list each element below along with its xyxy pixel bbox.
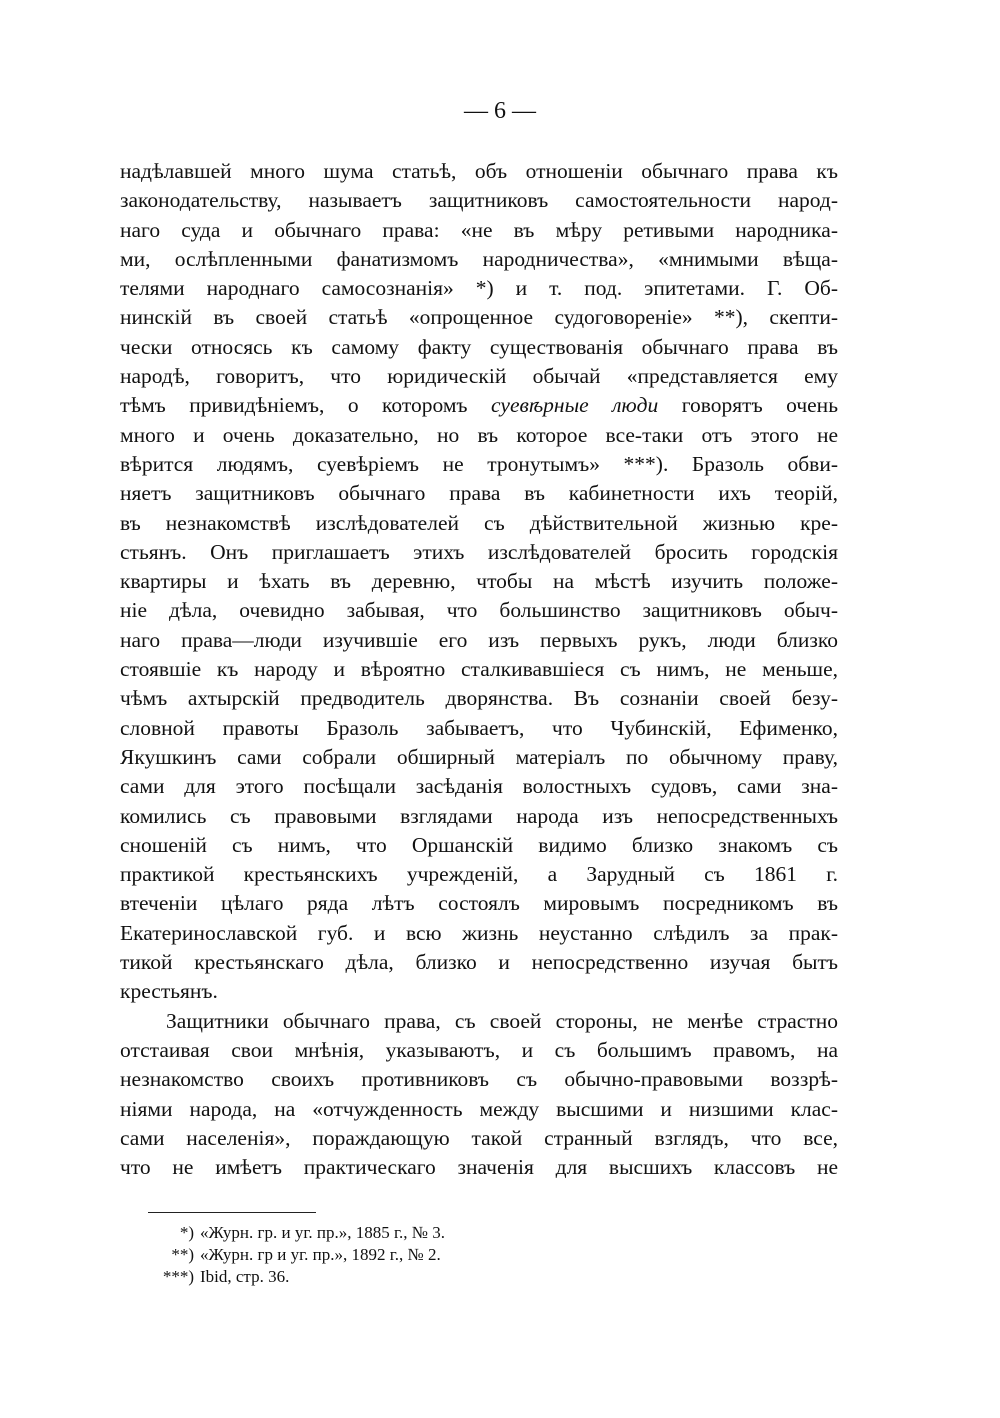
footnote-text: «Журн. гр. и уг. пр.», 1885 г., № 3. [200, 1223, 445, 1242]
text-line: ніями народа, на «отчужденность между высшими и низшими клас- [120, 1096, 838, 1121]
text-line: народѣ, говоритъ, что юридическій обычай «представляется ему [120, 364, 838, 389]
footnote-3 [148, 1266, 748, 1288]
text-line-with-italic: тѣмъ привидѣніемъ, о которомъ суевѣрные люди говорятъ очень [120, 393, 838, 418]
text-line: ніе дѣла, очевидно забывая, что большинство защитниковъ обыч- [120, 598, 838, 623]
text-line: отстаивая свои мнѣнія, указываютъ, и съ большимъ правомъ, на [120, 1037, 838, 1062]
text-line: чески относясь къ самому факту существованія обычнаго права въ [120, 334, 838, 359]
text-line: незнакомство своихъ противниковъ съ обычно-правовыми воззрѣ- [120, 1067, 838, 1092]
text-line: квартиры и ѣхать въ деревню, чтобы на мѣстѣ изучить положе- [120, 569, 838, 594]
text-line: практикой крестьянскихъ учрежденій, а Зарудный съ 1861 г. [120, 862, 838, 887]
italic-phrase: суевѣрные люди [491, 393, 659, 418]
text-line: ми, ослѣпленными фанатизмомъ народничества», «мнимыми вѣща- [120, 246, 838, 271]
text-line: стоявшіе къ народу и вѣроятно сталкивавшіеся съ нимъ, не меньше, [120, 657, 838, 682]
footnote-text: «Журн. гр и уг. пр.», 1892 г., № 2. [200, 1245, 441, 1264]
text-line: словной правоты Бразоль забываетъ, что Чубинскій, Ефименко, [120, 715, 838, 740]
text-line: законодательству, называетъ защитниковъ самостоятельности народ- [120, 188, 838, 213]
text-line: вѣрится людямъ, суевѣріемъ не тронутымъ» ***). Бразоль обви- [120, 451, 838, 476]
text-line: сами для этого посѣщали засѣданія волостныхъ судовъ, сами зна- [120, 774, 838, 799]
body-text [120, 157, 838, 1182]
text-line: сношеній съ нимъ, что Оршанскій видимо близко знакомъ съ [120, 832, 838, 857]
text-line: чѣмъ ахтырскій предводитель дворянства. Въ сознаніи своей безу- [120, 686, 838, 711]
text-line: стьянъ. Онъ приглашаетъ этихъ изслѣдователей бросить городскія [120, 539, 838, 564]
paragraph-1 [120, 157, 838, 1007]
text-line: надѣлавшей много шума статьѣ, объ отношеніи обычнаго права къ [120, 159, 838, 183]
text-line: Защитники обычнаго права, съ своей стороны, не менѣе страстно [166, 1008, 838, 1033]
footnote-text: Ibid, стр. 36. [200, 1267, 290, 1286]
text-line: крестьянъ. [120, 979, 218, 1004]
text-line: наго права—люди изучившіе его изъ первыхъ рукъ, люди близко [120, 627, 838, 652]
footnote-mark: ***) [162, 1267, 194, 1286]
footnote-2 [148, 1244, 748, 1266]
text-line: няетъ защитниковъ обычнаго права въ кабинетности ихъ теорій, [120, 481, 838, 506]
footnotes [148, 1222, 748, 1288]
footnote-mark: **) [171, 1245, 194, 1264]
text-line: втеченіи цѣлаго ряда лѣтъ состоялъ мировымъ посредникомъ въ [120, 891, 838, 916]
text-line: Екатеринославской губ. и всю жизнь неустанно слѣдилъ за прак- [120, 920, 838, 945]
text-line: въ незнакомствѣ изслѣдователей съ дѣйствительной жизнью кре- [120, 510, 838, 535]
footnote-1 [148, 1222, 748, 1244]
footnote-mark: *) [179, 1223, 194, 1242]
text-line: сами населенія», пораждающую такой странный взглядъ, что все, [120, 1125, 838, 1150]
text-line: телями народнаго самосознанія» *) и т. под. эпитетами. Г. Об- [120, 276, 838, 301]
text-line: Якушкинъ сами собрали обширный матеріалъ по обычному праву, [120, 744, 838, 769]
page-number: — 6 — [464, 98, 536, 124]
footnote-divider [148, 1212, 316, 1213]
text-line: что не имѣетъ практическаго значенія для высшихъ классовъ не [120, 1155, 838, 1180]
text-line: наго суда и обычнаго права: «не въ мѣру ретивыми народника- [120, 217, 838, 242]
text-line: много и очень доказательно, но въ которое все-таки отъ этого не [120, 422, 838, 447]
text-line: комились съ правовыми взглядами народа изъ непосредственныхъ [120, 803, 838, 828]
text-line: нинскій въ своей статьѣ «опрощенное судоговореніе» **), скепти- [120, 305, 838, 330]
paragraph-2 [120, 1007, 838, 1183]
text-line: тикой крестьянскаго дѣла, близко и непосредственно изучая бытъ [120, 950, 838, 975]
